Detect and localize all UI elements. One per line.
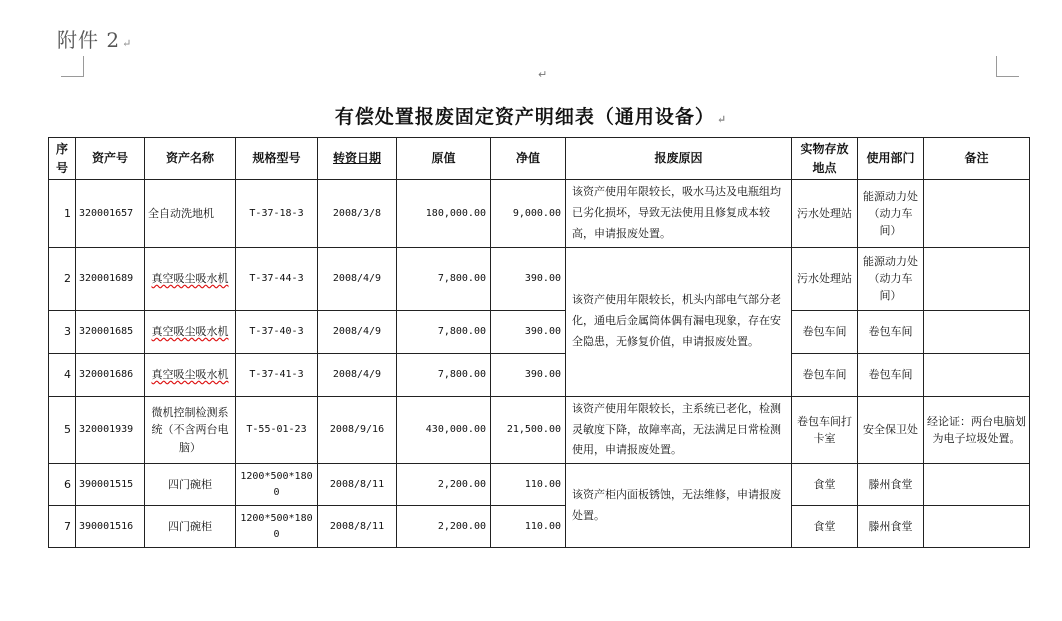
cell-net-value: 21,500.00	[491, 396, 566, 464]
cell-asset-no: 320001657	[76, 180, 145, 248]
header-seq: 序号	[49, 138, 76, 180]
cell-original-value: 2,200.00	[397, 506, 491, 548]
cell-original-value: 2,200.00	[397, 464, 491, 506]
cell-location: 食堂	[792, 506, 858, 548]
margin-corner-right	[996, 56, 1019, 77]
cell-model: T-37-44-3	[236, 247, 318, 310]
cell-location: 卷包车间打卡室	[792, 396, 858, 464]
cell-asset-no: 320001939	[76, 396, 145, 464]
cell-department: 卷包车间	[858, 310, 924, 353]
header-model: 规格型号	[236, 138, 318, 180]
table-header-row	[49, 138, 1030, 180]
asset-name-text: 真空吸尘吸水机	[151, 325, 229, 339]
cell-department: 安全保卫处	[858, 396, 924, 464]
cell-model: T-37-18-3	[236, 180, 318, 248]
cell-net-value: 390.00	[491, 353, 566, 396]
cell-transfer-date: 2008/4/9	[318, 247, 397, 310]
cell-asset-no: 390001515	[76, 464, 145, 506]
paragraph-mark: ↵	[716, 113, 728, 126]
cell-asset-name: 四门碗柜	[145, 506, 236, 548]
cell-seq: 2	[49, 247, 76, 310]
cell-model: T-55-01-23	[236, 396, 318, 464]
header-remark: 备注	[924, 138, 1030, 180]
cell-reason: 该资产柜内面板锈蚀，无法维修，申请报废处置。	[566, 464, 792, 548]
cell-asset-name: 四门碗柜	[145, 464, 236, 506]
cell-asset-no: 320001685	[76, 310, 145, 353]
table-row	[49, 247, 1030, 310]
header-location: 实物存放地点	[792, 138, 858, 180]
table-row	[49, 464, 1030, 506]
cell-transfer-date: 2008/8/11	[318, 464, 397, 506]
cell-net-value: 9,000.00	[491, 180, 566, 248]
cell-reason: 该资产使用年限较长，吸水马达及电瓶组均已劣化损坏，导致无法使用且修复成本较高，申请报废处置。	[566, 180, 792, 248]
header-net-value: 净值	[491, 138, 566, 180]
cell-department: 能源动力处（动力车间）	[858, 247, 924, 310]
asset-name-text: 真空吸尘吸水机	[151, 272, 229, 286]
cell-net-value: 390.00	[491, 310, 566, 353]
cell-department: 卷包车间	[858, 353, 924, 396]
header-original-value: 原值	[397, 138, 491, 180]
cell-net-value: 390.00	[491, 247, 566, 310]
cell-remark	[924, 310, 1030, 353]
table-row	[49, 310, 1030, 353]
cell-asset-name: 微机控制检测系统（不含两台电脑）	[145, 396, 236, 464]
cell-seq: 4	[49, 353, 76, 396]
document-title: 有偿处置报废固定资产明细表（通用设备） ↵	[334, 106, 728, 128]
cell-transfer-date: 2008/4/9	[318, 353, 397, 396]
cell-location: 食堂	[792, 464, 858, 506]
cell-location: 卷包车间	[792, 310, 858, 353]
cell-department: 滕州食堂	[858, 506, 924, 548]
cell-seq: 1	[49, 180, 76, 248]
cell-original-value: 7,800.00	[397, 353, 491, 396]
header-asset-name: 资产名称	[145, 138, 236, 180]
table-row	[49, 506, 1030, 548]
cell-department: 能源动力处（动力车间）	[858, 180, 924, 248]
cell-original-value: 430,000.00	[397, 396, 491, 464]
cell-asset-no: 320001686	[76, 353, 145, 396]
paragraph-mark: ↵	[122, 37, 133, 50]
cell-remark	[924, 247, 1030, 310]
cell-remark	[924, 506, 1030, 548]
header-transfer-date: 转资日期	[318, 138, 397, 180]
cell-asset-no: 320001689	[76, 247, 145, 310]
header-reason: 报废原因	[566, 138, 792, 180]
cell-location: 污水处理站	[792, 180, 858, 248]
cell-remark: 经论证：两台电脑划为电子垃圾处置。	[924, 396, 1030, 464]
cell-remark	[924, 180, 1030, 248]
cell-asset-name	[145, 310, 236, 353]
cell-original-value: 7,800.00	[397, 247, 491, 310]
paragraph-mark: ↵	[538, 68, 548, 81]
cell-original-value: 180,000.00	[397, 180, 491, 248]
table-row	[49, 396, 1030, 464]
attachment-label: 附件 2 ↵	[57, 28, 133, 52]
cell-model: T-37-40-3	[236, 310, 318, 353]
cell-remark	[924, 464, 1030, 506]
asset-table	[48, 137, 1030, 548]
cell-seq: 6	[49, 464, 76, 506]
cell-seq: 7	[49, 506, 76, 548]
cell-model: 1200*500*1800	[236, 506, 318, 548]
cell-model: T-37-41-3	[236, 353, 318, 396]
cell-net-value: 110.00	[491, 506, 566, 548]
cell-asset-no: 390001516	[76, 506, 145, 548]
cell-location: 污水处理站	[792, 247, 858, 310]
cell-asset-name	[145, 353, 236, 396]
table-row	[49, 180, 1030, 248]
margin-corner-left	[61, 56, 84, 77]
cell-transfer-date: 2008/4/9	[318, 310, 397, 353]
cell-model: 1200*500*1800	[236, 464, 318, 506]
header-asset-no: 资产号	[76, 138, 145, 180]
cell-net-value: 110.00	[491, 464, 566, 506]
cell-location: 卷包车间	[792, 353, 858, 396]
cell-asset-name: 全自动洗地机	[145, 180, 236, 248]
cell-transfer-date: 2008/8/11	[318, 506, 397, 548]
cell-reason: 该资产使用年限较长，机头内部电气部分老化，通电后金属筒体偶有漏电现象，存在安全隐患，无修复价值，申请报废处置。	[566, 247, 792, 396]
asset-name-text: 真空吸尘吸水机	[151, 368, 229, 382]
cell-transfer-date: 2008/9/16	[318, 396, 397, 464]
cell-department: 滕州食堂	[858, 464, 924, 506]
cell-original-value: 7,800.00	[397, 310, 491, 353]
table-row	[49, 353, 1030, 396]
cell-transfer-date: 2008/3/8	[318, 180, 397, 248]
cell-asset-name	[145, 247, 236, 310]
cell-seq: 5	[49, 396, 76, 464]
cell-seq: 3	[49, 310, 76, 353]
header-department: 使用部门	[858, 138, 924, 180]
cell-reason: 该资产使用年限较长，主系统已老化，检测灵敏度下降，故障率高，无法满足日常检测使用，申请报废处置。	[566, 396, 792, 464]
cell-remark	[924, 353, 1030, 396]
